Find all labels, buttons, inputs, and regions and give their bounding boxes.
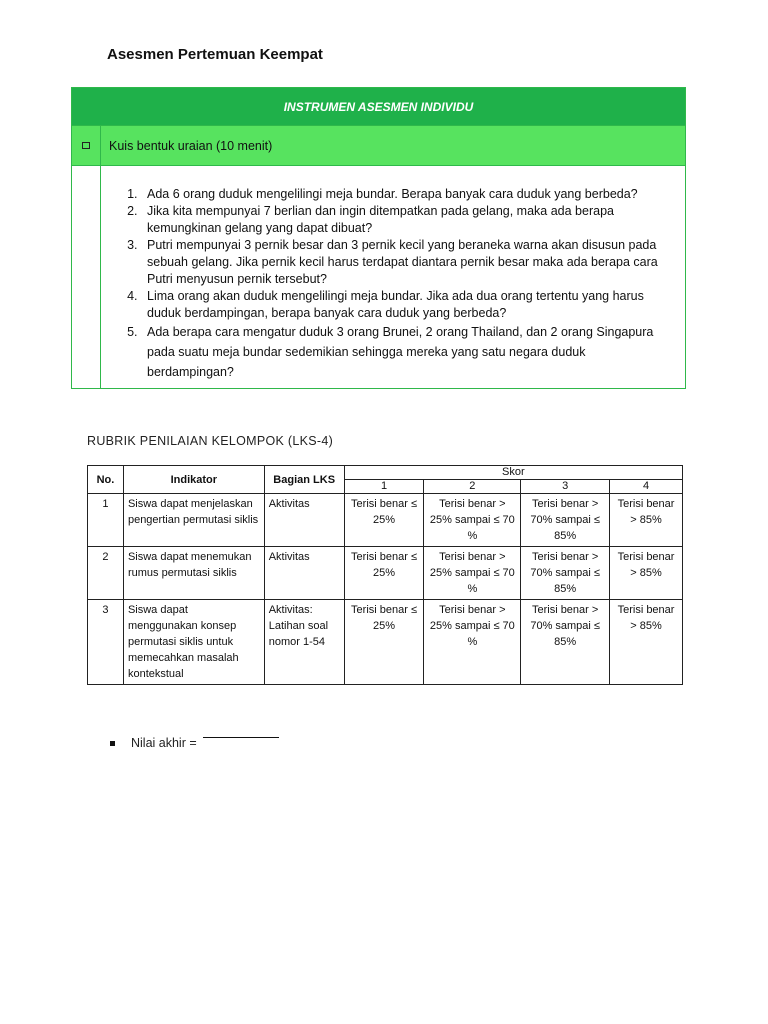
cell-score-4: Terisi benar > 85% [610,600,683,685]
score-header: 1 [344,480,424,494]
cell-score-2: Terisi benar > 25% sampai ≤ 70 % [424,494,521,547]
cell-no: 3 [88,600,124,685]
quiz-title: Kuis bentuk uraian (10 menit) [109,138,273,153]
table-row [88,494,683,547]
instrument-header: INSTRUMEN ASESMEN INDIVIDU [72,88,685,125]
score-header: 3 [521,480,610,494]
quiz-checkbox-cell [72,126,101,165]
cell-score-3: Terisi benar > 70% sampai ≤ 85% [521,547,610,600]
cell-score-4: Terisi benar > 85% [610,547,683,600]
question-item: 1. Ada 6 orang duduk mengelilingi meja bundar. Berapa banyak cara duduk yang berbeda? [141,186,671,203]
cell-score-3: Terisi benar > 70% sampai ≤ 85% [521,600,610,685]
cell-bagian: Aktivitas [264,494,344,547]
instrument-table [71,87,686,389]
questions-row [72,165,685,388]
cell-bagian: Aktivitas: Latihan soal nomor 1-54 [264,600,344,685]
cell-bagian: Aktivitas [264,547,344,600]
question-item: 2. Jika kita mempunyai 7 berlian dan ingin ditempatkan pada gelang, maka ada berapa kemungkinan gelang yang dapat dibuat? [141,203,671,237]
cell-score-1: Terisi benar ≤ 25% [344,494,424,547]
header-indikator: Indikator [123,466,264,494]
question-item: 4. Lima orang akan duduk mengelilingi meja bundar. Jika ada dua orang tertentu yang harus duduk berdampingan, berapa banyak cara duduk yang berbeda? [141,288,671,322]
score-header: 2 [424,480,521,494]
header-skor: Skor [344,466,682,480]
bullet-icon [110,741,115,746]
question-item: 5. Ada berapa cara mengatur duduk 3 orang Brunei, 2 orang Thailand, dan 2 orang Singapura pada suatu meja bundar sedemikian sehingga mereka yang satu negara duduk berdampingan? [141,322,671,382]
quiz-row [72,125,685,165]
cell-score-2: Terisi benar > 25% sampai ≤ 70 % [424,547,521,600]
final-score-line [110,736,279,750]
cell-score-2: Terisi benar > 25% sampai ≤ 70 % [424,600,521,685]
table-row [88,547,683,600]
cell-score-1: Terisi benar ≤ 25% [344,600,424,685]
question-list [101,166,685,382]
cell-indikator: Siswa dapat menemukan rumus permutasi siklis [123,547,264,600]
cell-no: 2 [88,547,124,600]
header-no: No. [88,466,124,494]
page-heading: Asesmen Pertemuan Keempat [107,46,323,63]
cell-no: 1 [88,494,124,547]
cell-score-4: Terisi benar > 85% [610,494,683,547]
cell-indikator: Siswa dapat menggunakan konsep permutasi siklis untuk memecahkan masalah kontekstual [123,600,264,685]
table-row [88,600,683,685]
rubric-title: RUBRIK PENILAIAN KELOMPOK (LKS-4) [87,434,334,448]
cell-indikator: Siswa dapat menjelaskan pengertian permutasi siklis [123,494,264,547]
score-header: 4 [610,480,683,494]
final-score-label: Nilai akhir = [131,736,197,750]
checkbox-icon [82,142,90,149]
rubric-table [87,465,683,685]
cell-score-1: Terisi benar ≤ 25% [344,547,424,600]
question-item: 3. Putri mempunyai 3 pernik besar dan 3 pernik kecil yang beraneka warna akan disusun pada sebuah gelang. Jika pernik kecil harus terdapat diantara pernik besar maka ada berapa cara Putri menyusun pernik tersebut? [141,237,671,288]
cell-score-3: Terisi benar > 70% sampai ≤ 85% [521,494,610,547]
header-bagian: Bagian LKS [264,466,344,494]
fill-in-blank [203,737,279,738]
